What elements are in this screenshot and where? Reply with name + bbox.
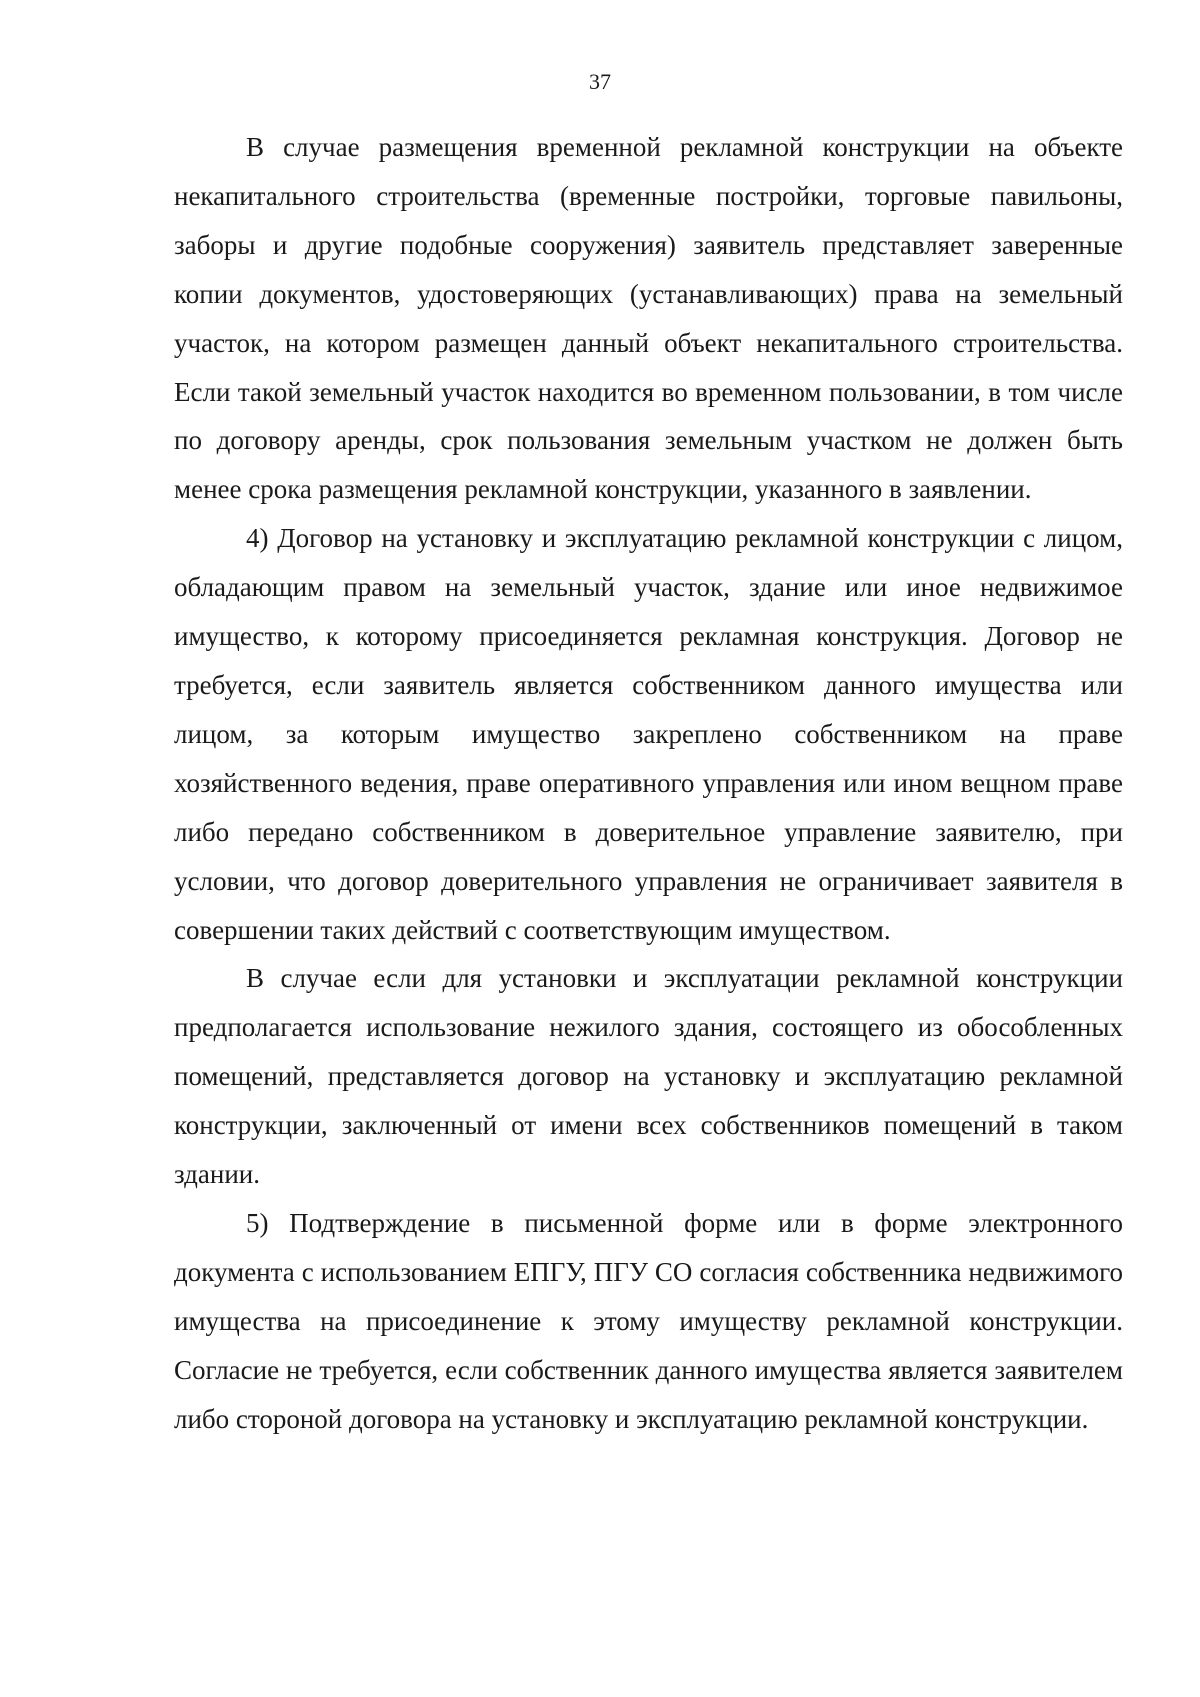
paragraph-non-residential-building: В случае если для установки и эксплуатации рекламной конструкции предполагается использование нежилого здания, состоящего из обособленных помещений, представляется договор на установку и эксплуатацию рекламной конструкции, заключенный от имени всех собственников помещений в таком здании.	[174, 963, 1123, 1190]
document-body	[174, 123, 1123, 1443]
page-number: 37	[589, 69, 611, 94]
paragraph-item-4-contract: 4) Договор на установку и эксплуатацию рекламной конструкции с лицом, обладающим правом на земельный участок, здание или иное недвижимое имущество, к которому присоединяется рекламная конструкция. Договор не требуется, если заявитель является собственником данного имущества или лицом, за которым имущество закреплено собственником на праве хозяйственного ведения, праве оперативного управления или ином вещном праве либо передано собственником в доверительное управление заявителю, при условии, что договор доверительного управления не ограничивает заявителя в совершении таких действий с соответствующим имуществом.	[174, 523, 1123, 945]
paragraph-temporary-structure: В случае размещения временной рекламной конструкции на объекте некапитального строительства (временные постройки, торговые павильоны, заборы и другие подобные сооружения) заявитель представляет заверенные копии документов, удостоверяющих (устанавливающих) права на земельный участок, на котором размещен данный объект некапитального строительства. Если такой земельный участок находится во временном пользовании, в том числе по договору аренды, срок пользования земельным участком не должен быть менее срока размещения рекламной конструкции, указанного в заявлении.	[174, 132, 1123, 505]
paragraph-item-5-consent: 5) Подтверждение в письменной форме или в форме электронного документа с использованием ЕПГУ, ПГУ СО согласия собственника недвижимого имущества на присоединение к этому имуществу рекламной конструкции. Согласие не требуется, если собственник данного имущества является заявителем либо стороной договора на установку и эксплуатацию рекламной конструкции.	[174, 1207, 1123, 1434]
